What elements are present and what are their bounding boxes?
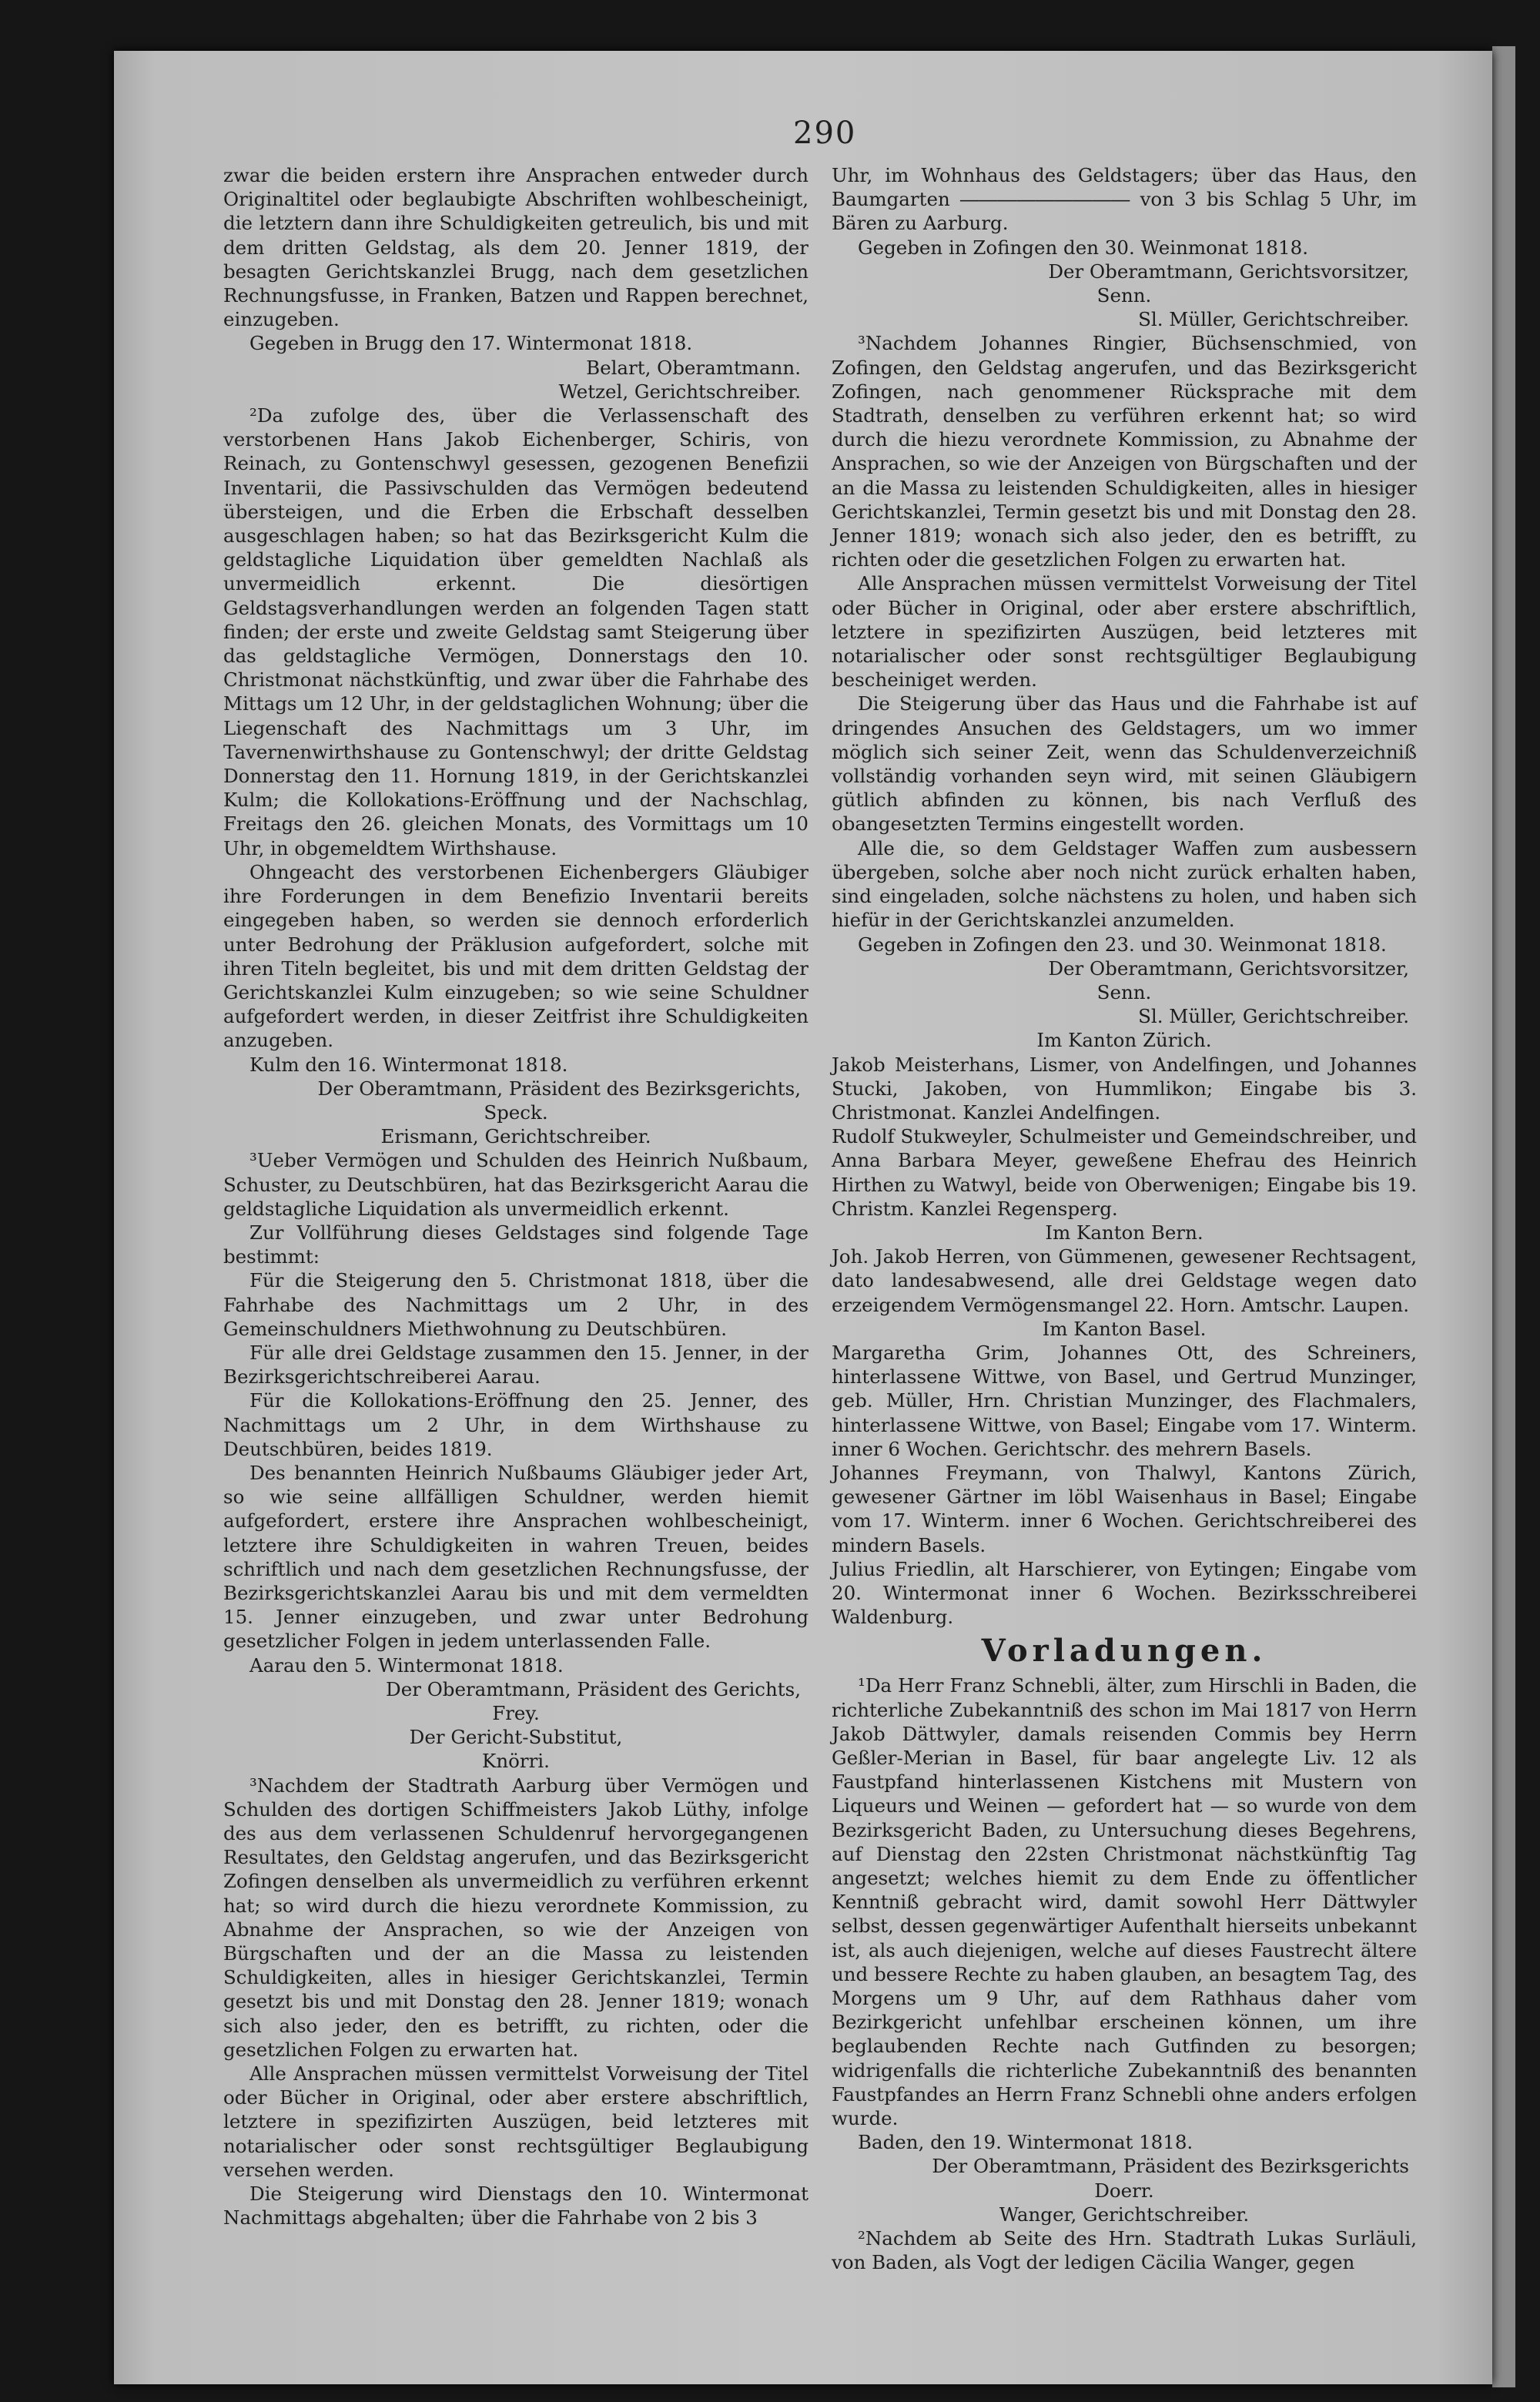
paragraph-left: zwar die beiden erstern ihre Ansprachen entweder durch Originaltitel oder beglaubigte Abschriften wohlbescheinigt, die letztern dann ihre Schuldigkeiten getreulich, bis und mit dem dritten Geldstag, als dem 20. Jenner 1819, der besagten Gerichtskanzlei Brugg, nach dem gesetzlichen Rechnungsfusse, in Franken, Batzen und Rappen berechnet, einzugeben.: [223, 164, 808, 331]
paragraph-left: Für alle drei Geldstage zusammen den 15. Jenner, in der Bezirksgerichtschreiberei Aarau.: [223, 1341, 808, 1389]
centered-line-left: Knörri.: [482, 1750, 550, 1773]
paragraph-right: Rudolf Stukweyler, Schulmeister und Gemeindschreiber, und Anna Barbara Meyer, geweßene Ehefrau des Heinrich Hirthen zu Watwyl, beide von Oberwenigen; Eingabe bis 19. Christm. Kanzlei Regensperg.: [832, 1125, 1417, 1220]
paragraph-right: Jakob Meisterhans, Lismer, von Andelfingen, und Johannes Stucki, Jakoben, von Hummlikon; Eingabe bis 3. Christmonat. Kanzlei Andelfingen.: [832, 1053, 1417, 1124]
centered-line-right: Im Kanton Zürich.: [1036, 1029, 1212, 1052]
centered-line-right: Senn.: [1096, 980, 1152, 1003]
centered-line-left: Erismann, Gerichtschreiber.: [380, 1125, 651, 1148]
signature-line-left: Der Oberamtmann, Präsident des Bezirksgerichts,: [317, 1077, 801, 1100]
centered-line-right: Wanger, Gerichtschreiber.: [999, 2203, 1250, 2226]
signature-line-right: Der Oberamtmann, Gerichtsvorsitzer,: [1048, 956, 1409, 980]
signature-line-right: Sl. Müller, Gerichtschreiber.: [1138, 308, 1409, 331]
paragraph-left: Ohngeacht des verstorbenen Eichenbergers Gläubiger ihre Forderungen in dem Benefizio Inventarii bereits eingegeben haben, so werden sie dennoch erforderlich unter Bedrohung der Präklusion aufgefordert, solche mit ihren Titeln begleitet, bis und mit dem dritten Geldstag der Gerichtskanzlei Kulm einzugeben; so wie seine Schuldner aufgefordert werden, in dieser Zeitfrist ihre Schuldigkeiten anzugeben.: [223, 860, 808, 1052]
paragraph-left: Zur Vollführung dieses Geldstages sind folgende Tage bestimmt:: [223, 1221, 808, 1268]
centered-line-left: Speck.: [484, 1100, 548, 1124]
paragraph-right: ²Nachdem ab Seite des Hrn. Stadtrath Lukas Surläuli, von Baden, als Vogt der ledigen Cäcilia Wanger, gegen: [832, 2227, 1417, 2274]
paragraph-right: Alle Ansprachen müssen vermittelst Vorweisung der Titel oder Bücher in Original, oder aber erstere abschriftlich, letztere in spezifizirten Auszügen, beid letzteres mit notarialischer oder sonst rechtsgültiger Beglaubigung bescheiniget werden.: [832, 572, 1417, 692]
paragraph-right: Julius Friedlin, alt Harschierer, von Eytingen; Eingabe vom 20. Wintermonat inner 6 Wochen. Bezirksschreiberei Waldenburg.: [832, 1557, 1417, 1629]
paragraph-left: ²Da zufolge des, über die Verlassenschaft des verstorbenen Hans Jakob Eichenberger, Schiris, von Reinach, zu Gontenschwyl gesessen, gezogenen Benefizii Inventarii, die Passivschulden das Vermögen bedeutend übersteigen, und die Erben die Erbschaft desselben ausgeschlagen haben; so hat das Bezirksgericht Kulm die geldstagliche Liquidation über gemeldten Nachlaß als unvermeidlich erkennt. Die diesörtigen Geldstagsverhandlungen werden an folgenden Tagen statt finden; der erste und zweite Geldstag samt Steigerung über das geldstagliche Vermögen, Donnerstags den 10. Christmonat nächstkünftig, und zwar über die Fahrhabe des Mittags um 12 Uhr, in der geldstaglichen Wohnung; über die Liegenschaft des Nachmittags um 3 Uhr, im Tavernenwirthshause zu Gontenschwyl; der dritte Geldstag Donnerstag den 11. Hornung 1819, in der Gerichtskanzlei Kulm; die Kollokations-Eröffnung und der Nachschlag, Freitags den 26. gleichen Monats, des Vormittags um 10 Uhr, in obgemeldtem Wirthshause.: [223, 404, 808, 859]
centered-line-left: Der Gericht-Substitut,: [409, 1726, 623, 1749]
paragraph-right: Johannes Freymann, von Thalwyl, Kantons Zürich, gewesener Gärtner im löbl Waisenhaus in Basel; Eingabe vom 17. Winterm. inner 6 Wochen. Gerichtschreiberei des mindern Basels.: [832, 1461, 1417, 1556]
paragraph-right: Uhr, im Wohnhaus des Geldstagers; über das Haus, den Baumgarten ――――――――― von 3 bis Schlag 5 Uhr, im Bären zu Aarburg.: [832, 164, 1417, 235]
paragraph-left: Des benannten Heinrich Nußbaums Gläubiger jeder Art, so wie seine allfälligen Schuldner, werden hiemit aufgefordert, erstere ihre Ansprachen wohlbescheinigt, letztere ihre Schuldigkeiten in wahren Treuen, beides schriftlich und nach dem gesetzlichen Rechnungsfusse, der Bezirksgerichtskanzlei Aarau bis und mit dem vermeldten 15. Jenner einzugeben, und zwar unter Bedrohung gesetzlicher Folgen in jedem unterlassenden Falle.: [223, 1461, 808, 1653]
centered-line-right: Im Kanton Bern.: [1045, 1221, 1204, 1244]
page-number: 290: [793, 116, 857, 151]
signature-line-right: Der Oberamtmann, Präsident des Bezirksgerichts: [932, 2155, 1409, 2178]
centered-line-left: Frey.: [492, 1702, 540, 1724]
signature-line-right: Der Oberamtmann, Gerichtsvorsitzer,: [1048, 260, 1409, 283]
paragraph-right: Alle die, so dem Geldstager Waffen zum ausbessern übergeben, solche aber noch nicht zurück erhalten haben, sind eingeladen, solche nächstens zu holen, und haben sich hiefür in der Gerichtskanzlei anzumelden.: [832, 836, 1417, 932]
paragraph-right: ³Nachdem Johannes Ringier, Büchsenschmied, von Zofingen, den Geldstag angerufen, und das Bezirksgericht Zofingen, nach genommener Rücksprache mit dem Stadtrath, denselben zu verführen erkennt hat; so wird durch die hiezu verordnete Kommission, zu Abnahme der Ansprachen, so wie der Anzeigen von Bürgschaften und der an die Massa zu leistenden Schuldigkeiten, alles in hiesiger Gerichtskanzlei, Termin gesetzt bis und mit Donstag den 28. Jenner 1819; wonach sich also jeder, den es betrifft, zu richten oder die gesetzlichen Folgen zu erwarten hat.: [832, 332, 1417, 571]
centered-line-right: Im Kanton Basel.: [1042, 1317, 1207, 1340]
paragraph-left: Für die Kollokations-Eröffnung den 25. Jenner, des Nachmittags um 2 Uhr, in dem Wirthshause zu Deutschbüren, beides 1819.: [223, 1389, 808, 1460]
centered-line-right: Doerr.: [1094, 2179, 1154, 2202]
dateline-right: Gegeben in Zofingen den 30. Weinmonat 1818.: [858, 236, 1308, 259]
signature-line-left: Der Oberamtmann, Präsident des Gerichts,: [386, 1677, 801, 1700]
signature-line-right: Sl. Müller, Gerichtschreiber.: [1138, 1005, 1409, 1028]
paragraph-right: ¹Da Herr Franz Schnebli, älter, zum Hirschli in Baden, die richterliche Zubekanntniß des schon im Mai 1817 von Herrn Jakob Dättwyler, damals reisenden Commis bey Herrn Geßler-Merian in Basel, für baar angelegte Liv. 12 als Faustpfand hinterlassenen Kistchens mit Mustern von Liqueurs und Weinen — gefordert hat — so wurde von dem Bezirksgericht Baden, zu Untersuchung dieses Begehrens, auf Dienstag den 22sten Christmonat nächstkünftig Tag angesetzt; welches hiemit zu dem Ende zu öffentlicher Kenntniß gebracht wird, damit sowohl Herr Dättwyler selbst, dessen gegenwärtiger Aufenthalt hierseits unbekannt ist, als auch diejenigen, welche auf dieses Faustrecht ältere und bessere Rechte zu haben glauben, an besagtem Tag, des Morgens um 9 Uhr, auf dem Rathhaus daher vom Bezirkgericht unfehlbar erscheinen können, um ihre beglaubenden Rechte nach Gutfinden zu besorgen; widrigenfalls die richterliche Zubekanntniß des benannten Faustpfandes an Herrn Franz Schnebli ohne anders erfolgen wurde.: [832, 1674, 1417, 2130]
paragraph-left: ³Ueber Vermögen und Schulden des Heinrich Nußbaum, Schuster, zu Deutschbüren, hat das Bezirksgericht Aarau die geldstagliche Liquidation als unvermeidlich erkennt.: [223, 1149, 808, 1220]
right-column: [832, 163, 1417, 2274]
section-heading-right: Vorladungen.: [981, 1633, 1267, 1670]
paragraph-left: Für die Steigerung den 5. Christmonat 1818, über die Fahrhabe des Nachmittags um 2 Uhr, in des Gemeinschuldners Miethwohnung zu Deutschbüren.: [223, 1269, 808, 1340]
dateline-right: Baden, den 19. Wintermonat 1818.: [858, 2131, 1194, 2154]
dateline-left: Kulm den 16. Wintermonat 1818.: [249, 1053, 568, 1076]
paragraph-right: Margaretha Grim, Johannes Ott, des Schreiners, hinterlassene Wittwe, von Basel, und Gertrud Munzinger, geb. Müller, Hrn. Christian Munzinger, des Flachmalers, hinterlassene Wittwe, von Basel; Eingabe vom 17. Winterm. inner 6 Wochen. Gerichtschr. des mehrern Basels.: [832, 1341, 1417, 1460]
paragraph-left: ³Nachdem der Stadtrath Aarburg über Vermögen und Schulden des dortigen Schiffmeisters Jakob Lüthy, infolge des aus dem verlassenen Schuldenruf hervorgegangenen Resultates, den Geldstag angerufen, und das Bezirksgericht Zofingen denselben als unvermeidlich zu verführen erkennt hat; so wird durch die hiezu verordnete Kommission, zu Abnahme der Ansprachen, so wie der Anzeigen von Bürgschaften und der an die Massa zu leistenden Schuldigkeiten, alles in hiesiger Gerichtskanzlei, Termin gesetzt bis und mit Donstag den 28. Jenner 1819; wonach sich also jeder, den es betrifft, zu richten, oder die gesetzlichen Folgen zu erwarten hat.: [223, 1774, 808, 2061]
dateline-left: Aarau den 5. Wintermonat 1818.: [249, 1653, 564, 1677]
signature-line-left: Belart, Oberamtmann.: [586, 356, 801, 379]
dateline-left: Gegeben in Brugg den 17. Wintermonat 1818.: [249, 332, 693, 355]
paragraph-left: Alle Ansprachen müssen vermittelst Vorweisung der Titel oder Bücher in Original, oder aber erstere abschriftlich, letztere in spezifizirten Auszügen, beid letzteres mit notarialischer oder sonst rechtsgültiger Beglaubigung versehen werden.: [223, 2062, 808, 2181]
signature-line-left: Wetzel, Gerichtschreiber.: [558, 380, 801, 403]
left-column: [223, 163, 808, 2229]
centered-line-right: Senn.: [1096, 284, 1152, 307]
paragraph-right: Die Steigerung über das Haus und die Fahrhabe ist auf dringendes Ansuchen des Geldstagers, um wo immer möglich sich seiner Zeit, wenn das Schuldenverzeichniß vollständig vorhanden seyn wird, mit seinen Gläubigern gütlich abfinden zu können, bis nach Verfluß des obangesetzten Termins eingestellt worden.: [832, 692, 1417, 836]
paragraph-right: Joh. Jakob Herren, von Gümmenen, gewesener Rechtsagent, dato landesabwesend, alle drei Geldstage wegen dato erzeigendem Vermögensmangel 22. Horn. Amtschr. Laupen.: [832, 1245, 1417, 1316]
dateline-right: Gegeben in Zofingen den 23. und 30. Weinmonat 1818.: [858, 933, 1387, 956]
next-page-edge: [1492, 46, 1515, 2387]
paragraph-left: Die Steigerung wird Dienstags den 10. Wintermonat Nachmittags abgehalten; über die Fahrhabe von 2 bis 3: [223, 2183, 808, 2229]
